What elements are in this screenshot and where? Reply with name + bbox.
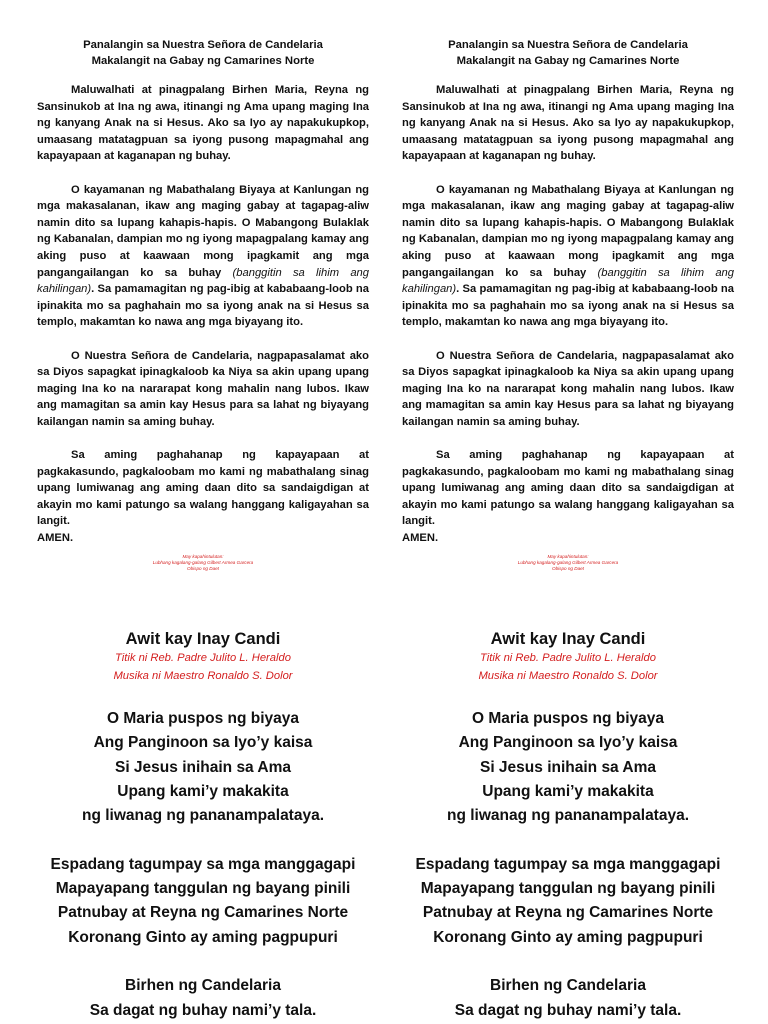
prayer-paragraph-2-text-cont: . Sa pamamagitan ng pag-ibig at kababaang-loob na ipinakita mo sa paghahain mo sa iyong anak na si Hesus sa templo, makamtan ko nawa ang mga biyayang ito. [37, 283, 369, 329]
hymn [402, 628, 734, 1023]
prayer-paragraph-3: O Nuestra Señora de Candelaria, nagpapasalamat ako sa Diyos sapagkat ipinagkaloob ka Niya sa akin upang upang maging Ina ko na nararapat kong mahalin nang lubos. Ikaw ang mamagitan sa amin kay Hesus para sa lahat ng biyayang kailangan namin sa aming buhay. [402, 349, 734, 428]
prayer-amen: AMEN. [402, 532, 439, 545]
hymn-line: O Maria puspos ng biyaya [106, 710, 300, 727]
prayer-title-line2: Makalangit na Gabay ng Camarines Norte [91, 55, 315, 67]
prayer-paragraph-2-text: O kayamanan ng Mabathalang Biyaya at Kanlungan ng mga makasalanan, ikaw ang maging gabay at tagapag-aliw namin dito sa lupang kahapis-hapis. O Mabangong Bulaklak ng Kabanalan, dampian mo ng iyong mapagpalang kamay ang aking puso at kaawaan mong ipagkamit ang mga pangangailangan ko sa buhay [37, 183, 369, 279]
right-copy [402, 0, 734, 1019]
hymn-line: Si Jesus inihain sa Ama [114, 758, 292, 776]
hymn-stanza-3 [37, 974, 369, 1023]
hymn-line: Ang Panginoon sa Iyo’y kaisa [93, 734, 313, 752]
hymn-line: Si Jesus inihain sa Ama [479, 758, 657, 776]
hymn [37, 628, 369, 1023]
prayer-title-line1: Panalangin sa Nuestra Señora de Candelaria [448, 39, 688, 51]
prayer-paragraph-4: Sa aming paghahanap ng kapayapaan at pagkakasundo, pagkaloobam mo kami ng mabathalang sinag upang lumiwanag ang aming daan dito sa sandaigdigan at akayin mo kami patungo sa walang hanggang kaligayahan sa langit. [37, 449, 369, 528]
approval-line-2: Lubhang kagalang-galang Gilbert Armea Garcera [152, 559, 254, 565]
hymn-stanza-3 [402, 974, 734, 1023]
approval-note [402, 554, 734, 573]
prayer-title-line2: Makalangit na Gabay ng Camarines Norte [456, 55, 680, 67]
hymn-stanza-1 [37, 707, 369, 828]
hymn-line: ng liwanag ng pananampalataya. [446, 807, 690, 825]
hymn-line: Patnubay at Reyna ng Camarines Norte [57, 904, 349, 922]
prayer-amen: AMEN. [37, 532, 74, 545]
hymn-line: Patnubay at Reyna ng Camarines Norte [422, 904, 714, 922]
approval-line-3: Obispo ng Daet [552, 566, 584, 572]
hymn-line: Sa dagat ng buhay nami’y tala. [454, 1001, 682, 1019]
prayer-paragraph-3: O Nuestra Señora de Candelaria, nagpapasalamat ako sa Diyos sapagkat ipinagkaloob ka Niya sa akin upang upang maging Ina ko na nararapat kong mahalin nang lubos. Ikaw ang mamagitan sa amin kay Hesus para sa lahat ng biyayang kailangan namin sa aming buhay. [37, 349, 369, 428]
hymn-line: Birhen ng Candelaria [490, 977, 646, 995]
prayer-title [37, 37, 369, 69]
hymn-stanza-2 [402, 853, 734, 950]
prayer-paragraph-1: Maluwalhati at pinagpalang Birhen Maria, Reyna ng Sansinukob at Ina ng awa, itinangi ng Ama upang maging Ina ng kanyang Anak na si Hesus. Ako sa Iyo ay napakukupkop, umaasang matatagpuan sa iyong pusong mapagmahal ang kapayapaan at kaganapan ng buhay. [402, 84, 734, 163]
hymn-music-credit: Musika ni Maestro Ronaldo S. Dolor [113, 669, 293, 682]
hymn-line: Koronang Ginto ay aming pagpupuri [68, 928, 338, 946]
approval-line-1: May kapahintulutan: [182, 553, 224, 559]
hymn-line: Upang kami’y makakita [482, 782, 654, 800]
approval-line-1: May kapahintulutan: [547, 553, 589, 559]
prayer-paragraph-1: Maluwalhati at pinagpalang Birhen Maria, Reyna ng Sansinukob at Ina ng awa, itinangi ng Ama upang maging Ina ng kanyang Anak na si Hesus. Ako sa Iyo ay napakukupkop, umaasang matatagpuan sa iyong pusong mapagmahal ang kapayapaan at kaganapan ng buhay. [37, 84, 369, 163]
approval-line-3: Obispo ng Daet [187, 566, 219, 572]
hymn-line: Ang Panginoon sa Iyo’y kaisa [458, 734, 678, 752]
hymn-stanza-2 [37, 853, 369, 950]
hymn-line: Koronang Ginto ay aming pagpupuri [433, 928, 703, 946]
prayer-title [402, 37, 734, 69]
prayer-body [37, 82, 369, 547]
hymn-line: Sa dagat ng buhay nami’y tala. [89, 1001, 317, 1019]
prayer-paragraph-2-text-cont: . Sa pamamagitan ng pag-ibig at kababaang-loob na ipinakita mo sa paghahain mo sa iyong anak na si Hesus sa templo, makamtan ko nawa ang mga biyayang ito. [402, 283, 734, 329]
prayer-instruction-note: (banggitin sa lihim ang kahilingan) [37, 266, 369, 296]
prayer-body [402, 82, 734, 547]
hymn-lyrics-credit: Titik ni Reb. Padre Julito L. Heraldo [480, 652, 656, 664]
hymn-line: Espadang tagumpay sa mga manggagapi [415, 855, 721, 873]
prayer-title-line1: Panalangin sa Nuestra Señora de Candelaria [83, 39, 323, 51]
hymn-line: ng liwanag ng pananampalataya. [81, 807, 325, 825]
hymn-line: Upang kami’y makakita [117, 782, 289, 800]
hymn-line: Espadang tagumpay sa mga manggagapi [50, 855, 356, 873]
hymn-lyrics-credit: Titik ni Reb. Padre Julito L. Heraldo [115, 652, 291, 664]
hymn-music-credit: Musika ni Maestro Ronaldo S. Dolor [478, 669, 658, 682]
prayer-instruction-note: (banggitin sa lihim ang kahilingan) [402, 266, 734, 296]
prayer-paragraph-2 [37, 182, 369, 331]
hymn-line: Birhen ng Candelaria [125, 977, 281, 995]
hymn-line: Mapayapang tanggulan ng bayang pinili [55, 880, 351, 898]
approval-line-2: Lubhang kagalang-galang Gilbert Armea Garcera [517, 559, 619, 565]
hymn-title: Awit kay Inay Candi [490, 630, 646, 648]
prayer-paragraph-2 [402, 182, 734, 331]
prayer-paragraph-2-text: O kayamanan ng Mabathalang Biyaya at Kanlungan ng mga makasalanan, ikaw ang maging gabay at tagapag-aliw namin dito sa lupang kahapis-hapis. O Mabangong Bulaklak ng Kabanalan, dampian mo ng iyong mapagpalang kamay ang aking puso at kaawaan mong ipagkamit ang mga pangangailangan ko sa buhay [402, 183, 734, 279]
hymn-stanza-1 [402, 707, 734, 828]
hymn-line: O Maria puspos ng biyaya [471, 710, 665, 727]
hymn-title: Awit kay Inay Candi [125, 630, 281, 648]
left-copy [37, 0, 369, 1019]
hymn-line: Mapayapang tanggulan ng bayang pinili [420, 880, 716, 898]
prayer-paragraph-4: Sa aming paghahanap ng kapayapaan at pagkakasundo, pagkaloobam mo kami ng mabathalang sinag upang lumiwanag ang aming daan dito sa sandaigdigan at akayin mo kami patungo sa walang hanggang kaligayahan sa langit. [402, 449, 734, 528]
approval-note [37, 554, 369, 573]
